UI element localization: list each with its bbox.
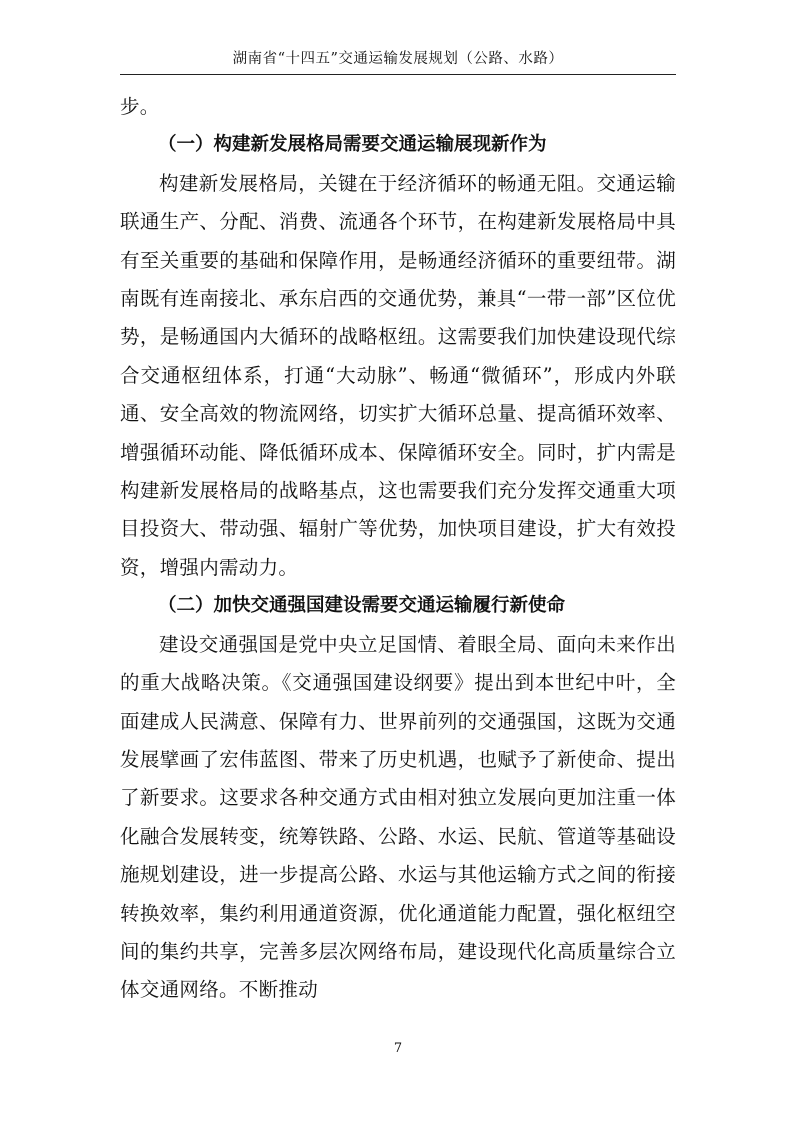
section-paragraph-1: 构建新发展格局，关键在于经济循环的畅通无阻。交通运输联通生产、分配、消费、流通各个环节，在构建新发展格局中具有至关重要的基础和保障作用，是畅通经济循环的重要纽带。湖南既有连南接北、承东启西的交通优势，兼具“一带一部”区位优势，是畅通国内大循环的战略枢纽。这需要我们加快建设现代综合交通枢纽体系，打通“大动脉”、畅通“微循环”，形成内外联通、安全高效的物流网络，切实扩大循环总量、提高循环效率、增强循环动能、降低循环成本、保障循环安全。同时，扩内需是构建新发展格局的战略基点，这也需要我们充分发挥交通重大项目投资大、带动强、辐射广等优势，加快项目建设，扩大有效投资，增强内需动力。 [120,171,676,579]
page-header-title: 湖南省“十四五”交通运输发展规划（公路、水路） [232,51,564,67]
header-divider [120,74,676,75]
document-body [120,88,676,1010]
section-heading-2: （二）加快交通强国建设需要交通运输履行新使命 [158,595,566,617]
section-heading-1: （一）构建新发展格局需要交通运输展现新作为 [158,134,547,156]
page-number: 7 [393,1041,403,1056]
section-paragraph-2: 建设交通强国是党中央立足国情、着眼全局、面向未来作出的重大战略决策。《交通强国建设纲要》提出到本世纪中叶，全面建成人民满意、保障有力、世界前列的交通强国，这既为交通发展擘画了宏伟蓝图、带来了历史机遇，也赋予了新使命、提出了新要求。这要求各种交通方式由相对独立发展向更加注重一体化融合发展转变，统筹铁路、公路、水运、民航、管道等基础设施规划建设，进一步提高公路、水运与其他运输方式之间的衔接转换效率，集约利用通道资源，优化通道能力配置，强化枢纽空间的集约共享，完善多层次网络布局，建设现代化高质量综合立体交通网络。不断推动 [120,632,676,1002]
continuation-text: 步。 [120,95,160,118]
